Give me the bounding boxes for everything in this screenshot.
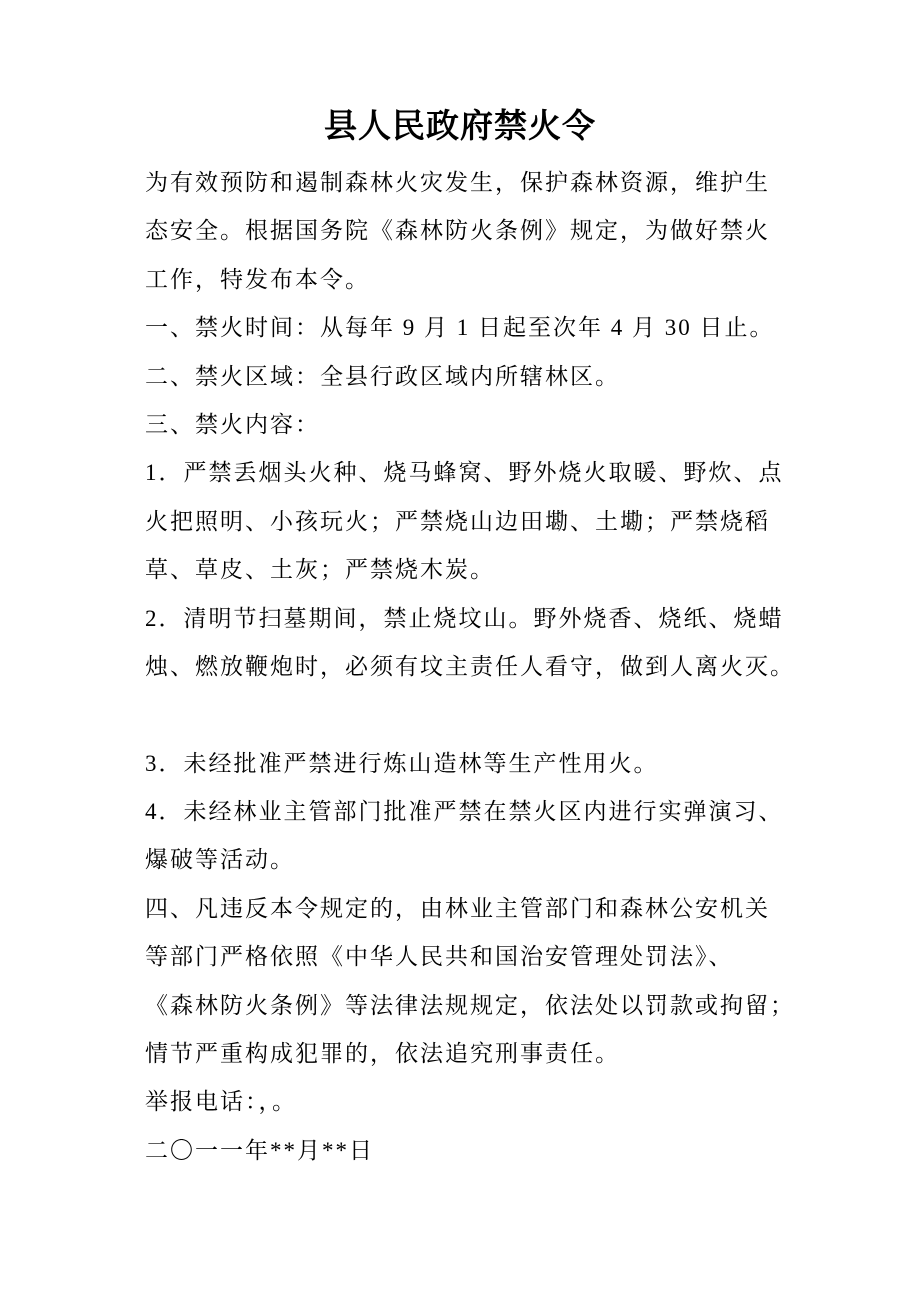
blank-line [145,691,805,739]
text-line: 烛、燃放鞭炮时，必须有坟主责任人看守，做到人离火灭。 [145,653,795,679]
text-line: 爆破等活动。 [145,847,295,873]
text-line: 3．未经批准严禁进行炼山造林等生产性用火。 [145,750,659,776]
text-line: 《森林防火条例》等法律法规规定，依法处以罚款或拘留； [145,992,795,1018]
text-line: 二、禁火区域：全县行政区域内所辖林区。 [145,363,620,389]
text-line: 4．未经林业主管部门批准严禁在禁火区内进行实弹演习、 [145,799,784,825]
text-line: 1．严禁丢烟头火种、烧马蜂窝、野外烧火取暖、野炊、点 [145,460,784,486]
document-body [145,159,805,1175]
text-line: 四、凡违反本令规定的，由林业主管部门和森林公安机关 [145,895,770,921]
text-line: 火把照明、小孩玩火；严禁烧山边田墈、土墈；严禁烧稻 [145,508,770,534]
text-line: 态安全。根据国务院《森林防火条例》规定，为做好禁火 [145,218,770,244]
text-line: 情节严重构成犯罪的，依法追究刑事责任。 [145,1041,620,1067]
text-line: 一、禁火时间：从每年 9 月 1 日起至次年 4 月 30 日止。 [145,315,775,341]
document-title: 县人民政府禁火令 [324,109,596,145]
text-line: 2．清明节扫墓期间，禁止烧坟山。野外烧香、烧纸、烧蜡 [145,605,784,631]
text-line: 为有效预防和遏制森林火灾发生，保护森林资源，维护生 [145,170,770,195]
text-line: 举报电话：，。 [145,1089,297,1115]
text-line: 草、草皮、土灰；严禁烧木炭。 [145,557,495,583]
text-line: 二〇一一年**月**日 [145,1137,374,1163]
text-line: 等部门严格依照《中华人民共和国治安管理处罚法》、 [145,944,734,970]
text-line: 三、禁火内容： [145,411,320,437]
text-line: 工作，特发布本令。 [145,266,370,292]
